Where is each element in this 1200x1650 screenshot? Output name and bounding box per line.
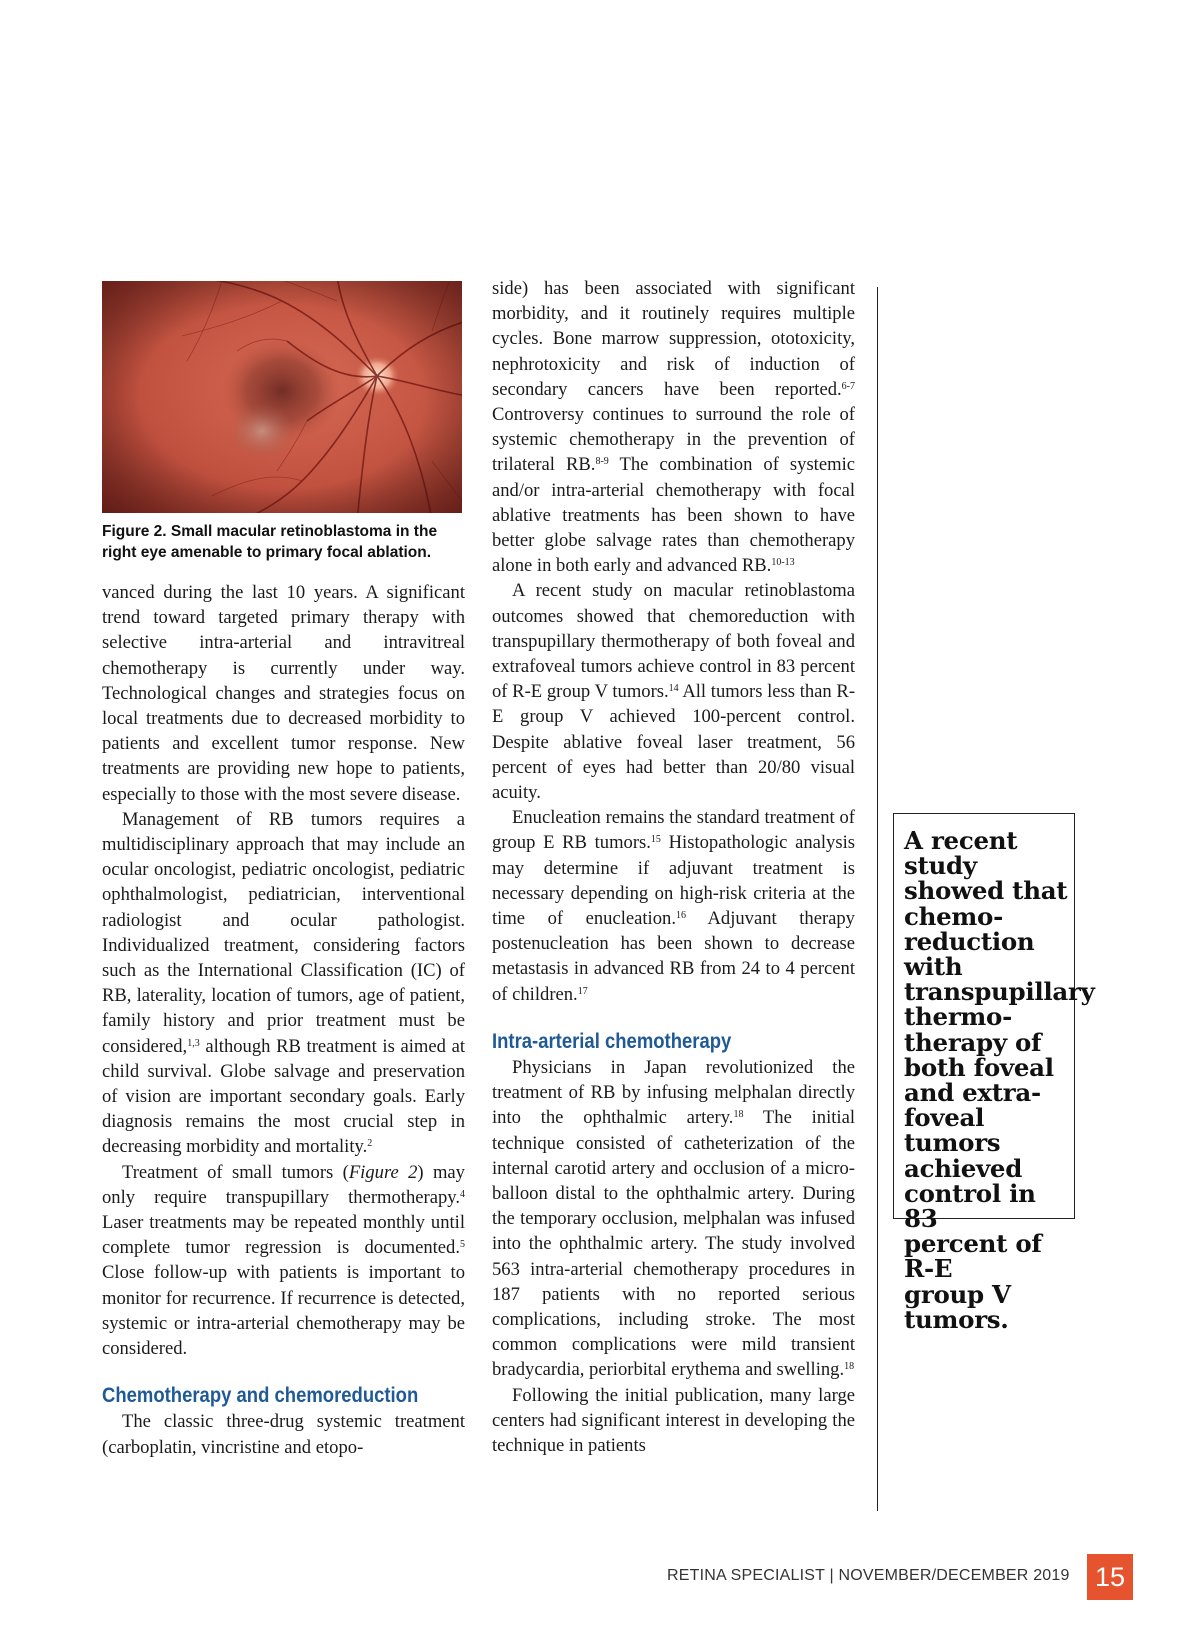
paragraph: The classic three-drug systemic treatment (carboplatin, vincristine and etopo-	[102, 1411, 465, 1458]
figure-reference: Figure 2	[348, 1161, 418, 1183]
paragraph: Following the initial publication, many large centers had significant interest in developing the technique in patients	[492, 1384, 855, 1456]
section-heading: Intra-arterial chemotherapy	[492, 1029, 732, 1053]
paragraph: Management of RB tumors requires a multidisciplinary approach that may include an ocular oncologist, pediatric oncologist, pediatric ophthalmologist, pediatrician, interventional radiologist and ocular pathologist. Individualized treatment, considering factors such as the International Classification (IC) of RB, laterality, location of tumors, age of patient, family history and prior treatment must be considered,$^{1,3}$ although RB treatment is aimed at child survival. Globe salvage and preservation of vision are important secondary goals. Early diagnosis remains the most crucial step in decreasing morbidity and mortality.$^2$	[102, 808, 465, 1158]
pull-quote-box	[893, 813, 1095, 1334]
reference-superscript: 15	[650, 834, 661, 846]
paragraph: vanced during the last 10 years. A significant trend toward targeted primary therapy with selective intra-arterial and intravitreal chemotherapy is currently under way. Technological changes and strategies focus on local treatments due to decreased morbidity to patients and excellent tumor response. New treatments are providing new hope to patients, especially to those with the most severe disease.	[102, 582, 465, 805]
pull-quote: A recent study showed that chemo- reduction with transpupillary thermo- therapy of both foveal and extra- foveal tumors achieved control in 83 percent of R-E group V tumors.	[904, 826, 1095, 1334]
figure-caption: Figure 2. Small macular retinoblastoma in the right eye amenable to primary focal ablation.	[102, 523, 438, 561]
reference-superscript: 4	[460, 1188, 465, 1200]
text-column-middle	[492, 276, 855, 1458]
reference-superscript: 1,3	[187, 1037, 200, 1049]
reference-superscript: 16	[675, 910, 686, 922]
text-column-left	[102, 580, 465, 1460]
reference-superscript: 5	[460, 1239, 465, 1251]
reference-superscript: 6-7	[841, 380, 855, 392]
paragraph: A recent study on macular retinoblastoma outcomes showed that chemoreduction with transpupillary thermotherapy of both foveal and extrafoveal tumors achieve control in 83 percent of R-E group V tumors.$^{14}$ All tumors less than R-E group V achieved 100-percent control. Despite ablative foveal laser treatment, 56 percent of eyes had better than 20/80 visual acuity.	[492, 580, 856, 804]
reference-superscript: 10-13	[771, 557, 795, 569]
reference-superscript: 14	[668, 683, 679, 695]
fundus-photo-figure	[102, 281, 462, 513]
running-footer: RETINA SPECIALIST | NOVEMBER/DECEMBER 2019	[667, 1567, 1070, 1584]
paragraph: Enucleation remains the standard treatment of group E RB tumors.$^{15}$ Histopathologic analysis may determine if adjuvant treatment is necessary depending on high-risk criteria at the time of enucleation.$^{16}$ Adjuvant therapy postenucleation has been shown to decrease metastasis in advanced RB from 24 to 4 percent of children.$^{17}$	[492, 807, 855, 1005]
reference-superscript: 17	[577, 985, 588, 997]
paragraph: side) has been associated with significant morbidity, and it routinely requires multiple cycles. Bone marrow suppression, ototoxicity, nephrotoxicity and risk of induction of secondary cancers have been reported.$^{6-7}$ Controversy continues to surround the role of systemic chemotherapy in the prevention of trilateral RB.$^{8-9}$ The combination of systemic and/or intra-arterial chemotherapy with focal ablative treatments has been shown to have better globe salvage rates than chemotherapy alone in both early and advanced RB.$^{10-13}$	[492, 278, 855, 577]
paragraph: Physicians in Japan revolutionized the treatment of RB by infusing melphalan directly into the ophthalmic artery.$^{18}$ The initial technique consisted of catheterization of the internal carotid artery and occlusion of a micro-balloon distal to the ophthalmic artery. During the temporary occlusion, melphalan was infused into the ophthalmic artery. The study involved 563 intra-arterial chemotherapy procedures in 187 patients with no reported serious complications, including stroke. The most common complications were mild transient bradycardia, periorbital erythema and swelling.$^{18}$	[492, 1056, 855, 1381]
reference-superscript: 18	[844, 1361, 855, 1373]
fundus-photo	[102, 281, 462, 513]
reference-superscript: 2	[367, 1138, 373, 1150]
reference-superscript: 8-9	[595, 456, 609, 468]
page-number: 15	[1087, 1554, 1133, 1600]
section-heading: Chemotherapy and chemoreduction	[102, 1384, 419, 1408]
reference-superscript: 18	[733, 1109, 744, 1121]
column-divider	[877, 287, 878, 1511]
paragraph: Treatment of small tumors (Figure 2) may only require transpupillary thermotherapy.$^4$ Laser treatments may be repeated monthly until complete tumor regression is documented.$^5$ Close follow-up with patients is important to monitor for recurrence. If recurrence is detected, systemic or intra-arterial chemotherapy may be considered.	[102, 1161, 465, 1360]
